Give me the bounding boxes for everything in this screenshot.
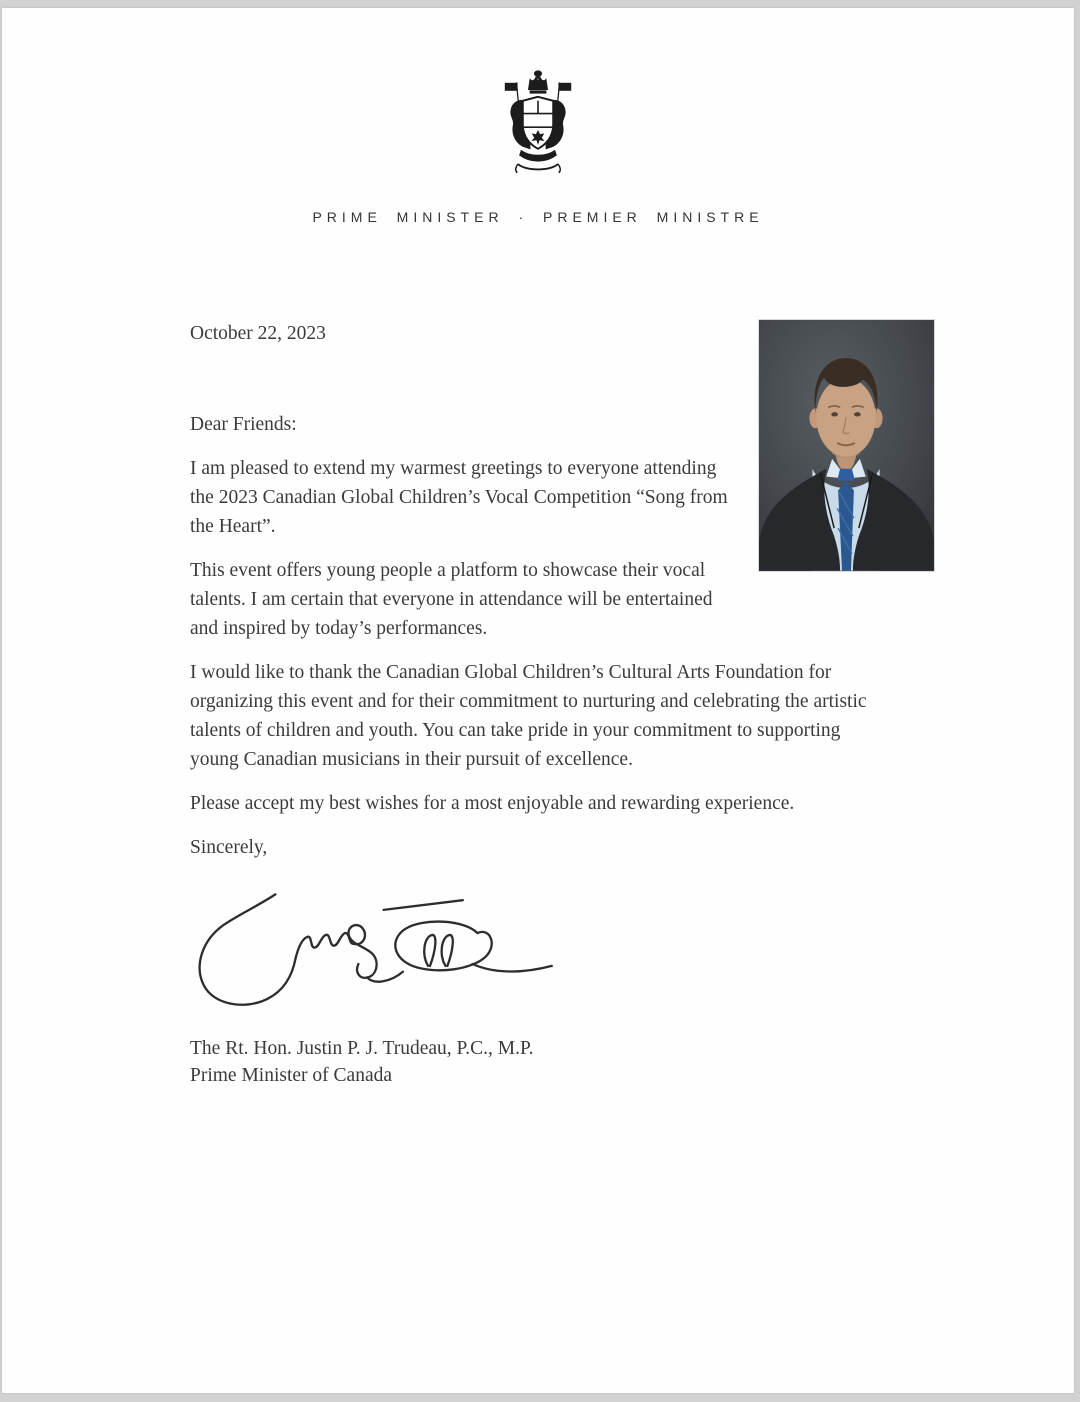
- letterhead: [2, 8, 1074, 225]
- signatory-block: [190, 1035, 935, 1089]
- letter-date: October 22, 2023: [190, 323, 326, 344]
- canada-coat-of-arms-icon: [498, 68, 578, 185]
- paragraph-greeting: I am pleased to extend my warmest greetings to everyone attending the 2023 Canadian Global Children’s Vocal Competition “Song from the Heart”.: [190, 458, 728, 537]
- portrait-photo: [758, 319, 935, 572]
- salutation: Dear Friends:: [190, 414, 297, 435]
- closing: Sincerely,: [190, 837, 268, 858]
- paragraph-thanks: I would like to thank the Canadian Global Children’s Cultural Arts Foundation for organizing this event and for their commitment to nurturing and celebrating the artistic talents of children and youth. You can take pride in your commitment to supporting young Canadian musicians in their pursuit of excellence.: [190, 662, 867, 770]
- letter-body: [190, 319, 935, 1089]
- paragraph-wishes: Please accept my best wishes for a most enjoyable and rewarding experience.: [190, 793, 795, 814]
- handwritten-signature: [176, 877, 935, 1031]
- prime-minister-heading: PRIME MINISTER · PREMIER MINISTRE: [312, 209, 764, 225]
- paragraph-event: This event offers young people a platform to showcase their vocal talents. I am certain that everyone in attendance will be entertained and inspired by today’s performances.: [190, 560, 713, 639]
- signatory-name: The Rt. Hon. Justin P. J. Trudeau, P.C., M.P.: [190, 1038, 534, 1059]
- signatory-title: Prime Minister of Canada: [190, 1065, 392, 1086]
- letter-page: [2, 8, 1074, 1393]
